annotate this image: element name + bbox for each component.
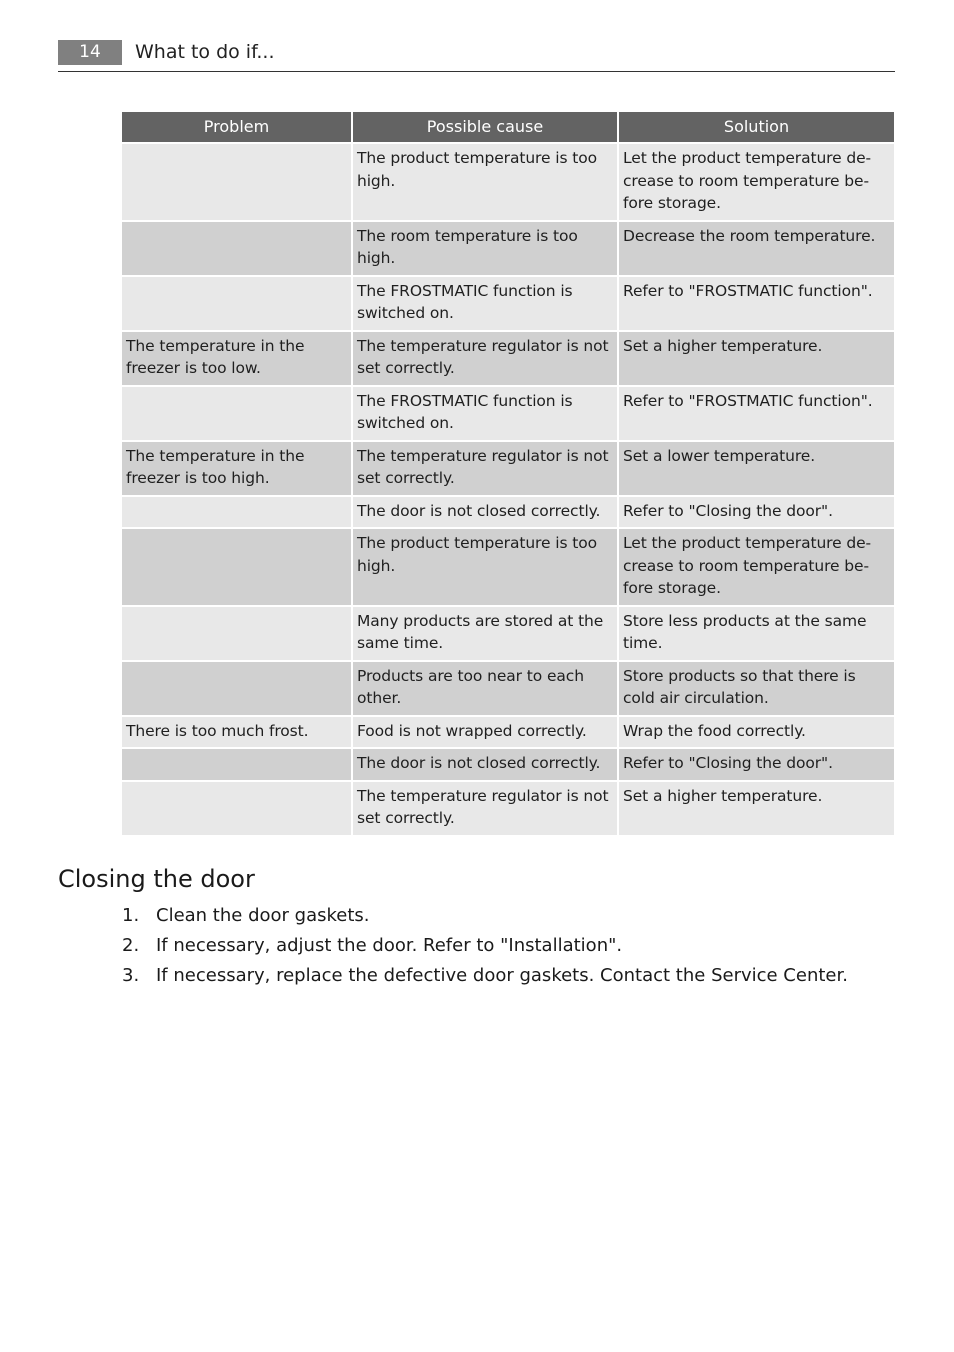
step-number: 2. [122,935,140,956]
troubleshooting-table [120,110,896,837]
table-row [122,442,894,495]
closing-door-steps [122,901,848,991]
cause-cell: The door is not closed correctly. [353,497,617,528]
column-header-cause: Possible cause [353,112,617,142]
section-title: What to do if... [135,41,275,63]
solution-cell: Refer to "Closing the door". [619,749,894,780]
page-header [58,40,895,72]
table-row [122,607,894,660]
table-row [122,782,894,835]
step-number: 1. [122,905,140,926]
cause-cell: The room temperature is too high. [353,222,617,275]
problem-cell: The temperature in the freezer is too low. [122,332,351,385]
problem-cell [122,749,351,780]
table-header-row [122,112,894,142]
table-row [122,277,894,330]
table-row [122,497,894,528]
solution-cell: Set a higher temperature. [619,782,894,835]
problem-cell [122,497,351,528]
cause-cell: Food is not wrapped correctly. [353,717,617,748]
step-text: If necessary, replace the defective door gaskets. Contact the Service Center. [156,965,848,986]
solution-cell: Store less products at the same time. [619,607,894,660]
page-number: 14 [58,40,122,65]
problem-cell [122,387,351,440]
problem-cell [122,222,351,275]
cause-cell: The FROSTMATIC function is switched on. [353,387,617,440]
cause-cell: The temperature regulator is not set correctly. [353,332,617,385]
solution-cell: Let the product temperature de-crease to room temperature be-fore storage. [619,144,894,220]
problem-cell [122,277,351,330]
table-row [122,749,894,780]
cause-cell: The FROSTMATIC function is switched on. [353,277,617,330]
problem-cell: The temperature in the freezer is too high. [122,442,351,495]
problem-cell [122,782,351,835]
table-row [122,662,894,715]
step-text: If necessary, adjust the door. Refer to "Installation". [156,935,623,956]
solution-cell: Set a lower temperature. [619,442,894,495]
step-text: Clean the door gaskets. [156,905,370,926]
list-item [122,961,848,991]
cause-cell: The product temperature is too high. [353,144,617,220]
solution-cell: Refer to "FROSTMATIC function". [619,387,894,440]
table-row [122,222,894,275]
table-row [122,529,894,605]
solution-cell: Refer to "FROSTMATIC function". [619,277,894,330]
column-header-problem: Problem [122,112,351,142]
closing-door-heading: Closing the door [58,865,255,893]
list-item [122,931,848,961]
table-row [122,717,894,748]
list-item [122,901,848,931]
problem-cell: There is too much frost. [122,717,351,748]
solution-cell: Store products so that there is cold air circulation. [619,662,894,715]
cause-cell: The door is not closed correctly. [353,749,617,780]
problem-cell [122,144,351,220]
column-header-solution: Solution [619,112,894,142]
cause-cell: The product temperature is too high. [353,529,617,605]
cause-cell: The temperature regulator is not set correctly. [353,782,617,835]
cause-cell: The temperature regulator is not set correctly. [353,442,617,495]
problem-cell [122,529,351,605]
solution-cell: Refer to "Closing the door". [619,497,894,528]
table-row [122,332,894,385]
table-row [122,387,894,440]
step-number: 3. [122,965,140,986]
problem-cell [122,662,351,715]
cause-cell: Many products are stored at the same time. [353,607,617,660]
solution-cell: Wrap the food correctly. [619,717,894,748]
solution-cell: Set a higher temperature. [619,332,894,385]
problem-cell [122,607,351,660]
solution-cell: Decrease the room temperature. [619,222,894,275]
cause-cell: Products are too near to each other. [353,662,617,715]
solution-cell: Let the product temperature de-crease to room temperature be-fore storage. [619,529,894,605]
table-row [122,144,894,220]
